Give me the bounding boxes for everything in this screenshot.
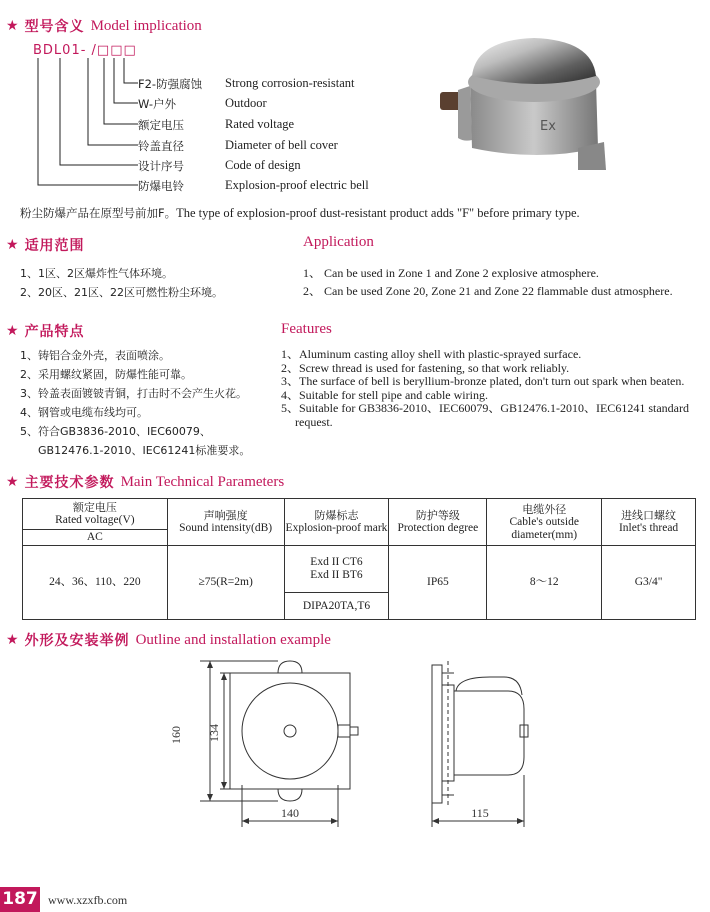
website-url: www.xzxfb.com — [48, 893, 128, 907]
page-number: 187 — [0, 887, 40, 912]
header-protection: 防护等级 Protection degree — [389, 499, 487, 546]
list-item: 2、Screw thread is used for fastening, so that work reliably. — [281, 360, 570, 375]
model-row: W-户外 Outdoor — [138, 96, 267, 111]
list-item: 2、20区、21区、22区可燃性粉尘环境。 — [20, 286, 223, 299]
cell-thread: G3/4" — [602, 546, 696, 620]
model-row: 设计序号 Code of design — [138, 158, 301, 173]
header-cable: 电缆外径 Cable's outside diameter(mm) — [487, 499, 602, 546]
star-icon: ★ — [6, 474, 19, 490]
list-item: request. — [295, 414, 333, 429]
dim-115: 115 — [471, 806, 489, 820]
header-thread: 进线口螺纹 Inlet's thread — [602, 499, 696, 546]
list-item: 2、采用螺纹紧固，防爆性能可靠。 — [20, 368, 192, 381]
list-item: 5、符合GB3836-2010、IEC60079、 — [20, 425, 211, 438]
cell-cable: 8～12 — [487, 546, 602, 620]
application-title-en: Application — [303, 234, 374, 250]
list-item: 1、1区、2区爆炸性气体环境。 — [20, 267, 173, 280]
application-list-en — [303, 264, 673, 300]
model-row: 额定电压 Rated voltage — [138, 117, 295, 132]
cell-sound: ≥75(R=2m) — [167, 546, 284, 620]
dim-160: 160 — [169, 726, 183, 744]
table-row — [23, 546, 696, 593]
side-view-drawing — [420, 655, 560, 845]
model-row: 防爆电铃 Explosion-proof electric bell — [138, 178, 369, 193]
product-photo — [428, 30, 628, 170]
list-item: 4、Suitable for stell pipe and cable wiring. — [281, 387, 488, 402]
model-row: F2-防强腐蚀 Strong corrosion-resistant — [138, 76, 355, 91]
model-bracket-diagram — [30, 55, 140, 195]
dim-140: 140 — [281, 806, 299, 820]
params-section-title: ★ 主要技术参数 Main Technical Parameters — [6, 473, 285, 491]
list-item: 2、 Can be used Zone 20, Zone 21 and Zone 22 flammable dust atmosphere. — [303, 284, 673, 298]
outline-section-title: ★ 外形及安装举例 Outline and installation example — [6, 631, 331, 649]
star-icon: ★ — [6, 18, 19, 34]
cell-mark-dust: DIPA20TA,T6 — [284, 593, 389, 620]
list-item: GB12476.1-2010、IEC61241标准要求。 — [38, 444, 251, 457]
cell-protection: IP65 — [389, 546, 487, 620]
header-mark: 防爆标志 Explosion-proof mark — [284, 499, 389, 546]
list-item: 1、 Can be used in Zone 1 and Zone 2 explosive atmosphere. — [303, 266, 599, 280]
model-row: 铃盖直径 Diameter of bell cover — [138, 138, 338, 153]
header-ac: AC — [23, 530, 168, 546]
header-sound: 声响强度 Sound intensity(dB) — [167, 499, 284, 546]
star-icon: ★ — [6, 237, 19, 253]
table-header-row — [23, 499, 696, 530]
list-item: 3、The surface of bell is beryllium-bronze plated, don't turn out spark when beaten. — [281, 374, 685, 388]
list-item: 1、Aluminum casting alloy shell with plastic-sprayed surface. — [281, 347, 582, 361]
model-code: BDL01- /□□□ — [33, 43, 137, 58]
cell-mark: Exd II CT6 Exd II BT6 — [284, 546, 389, 593]
features-title-en: Features — [281, 321, 332, 337]
model-section-title: ★ 型号含义 Model implication — [6, 17, 202, 35]
features-list-cn — [20, 346, 250, 460]
application-list-cn — [20, 264, 223, 302]
star-icon: ★ — [6, 323, 19, 339]
features-list-en — [281, 348, 689, 429]
model-note: 粉尘防爆产品在原型号前加F。The type of explosion-proof dust-resistant product adds "F" before primary type. — [20, 206, 580, 220]
list-item: 3、铃盖表面镀铍青铜，打击时不会产生火花。 — [20, 387, 247, 400]
features-section-title: ★ 产品特点 — [6, 323, 85, 340]
svg-text:Ex: Ex — [540, 119, 556, 134]
application-section-title: ★ 适用范围 — [6, 237, 85, 254]
list-item: 1、铸铝合金外壳，表面喷涂。 — [20, 349, 170, 362]
dim-134: 134 — [207, 724, 221, 742]
params-table — [22, 498, 696, 620]
header-voltage: 额定电压 Rated voltage(V) — [23, 499, 168, 530]
star-icon: ★ — [6, 632, 19, 648]
front-view-drawing — [160, 655, 380, 845]
cell-voltage: 24、36、110、220 — [23, 546, 168, 620]
list-item: 4、钢管或电缆布线均可。 — [20, 406, 148, 419]
list-item: 5、Suitable for GB3836-2010、IEC60079、GB12476.1-2010、IEC61241 standard — [281, 401, 689, 415]
